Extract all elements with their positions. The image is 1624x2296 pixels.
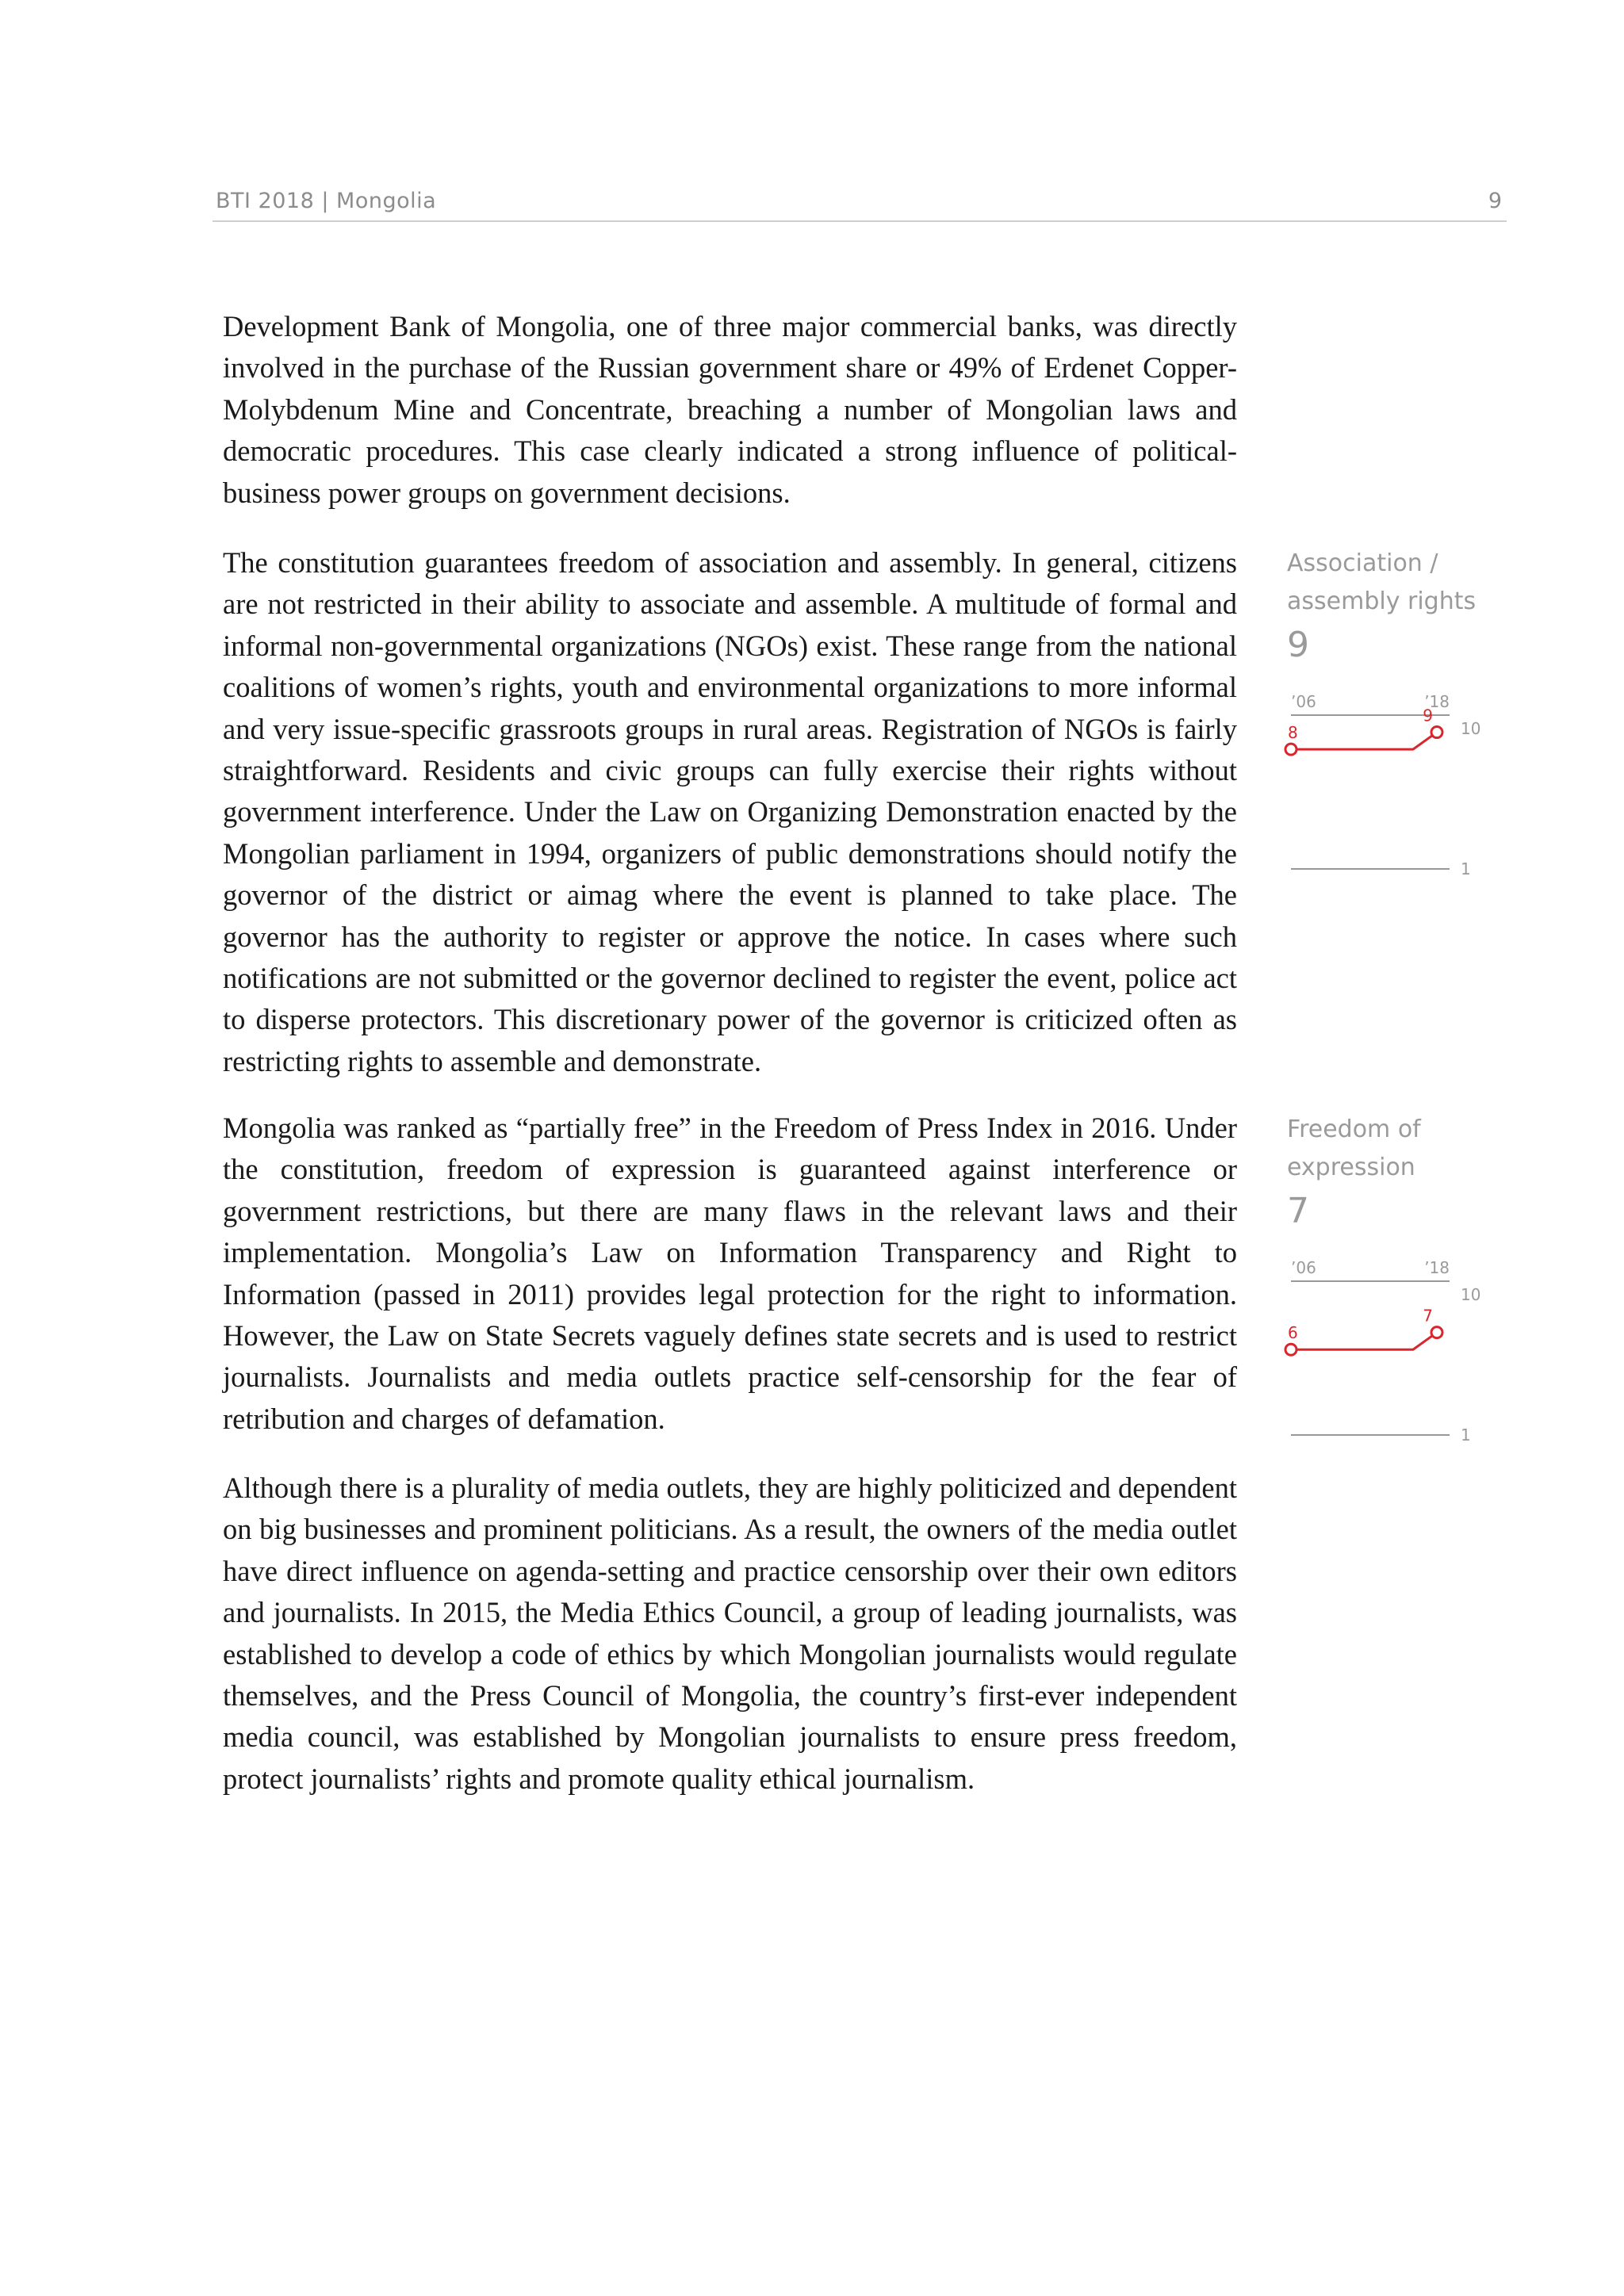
data-label-end: 9 xyxy=(1423,706,1433,725)
start-point xyxy=(1285,744,1297,755)
x-label-start: ’06 xyxy=(1291,692,1316,711)
association-score: 9 xyxy=(1287,625,1309,665)
report-title: BTI 2018 | Mongolia xyxy=(216,189,437,213)
association-trend-chart xyxy=(1278,682,1484,880)
series-line xyxy=(1291,733,1437,750)
page-header xyxy=(213,184,1507,222)
paragraph-4: Although there is a plurality of media outlets, they are highly politicized and dependent on big businesses and prominent politicians. As a result, the owners of the media outlet have direct influence on agenda-setting and practice censorship over their own editors and journalists. In 2015, the Media Ethics Council, a group of leading journalists, was established to develop a code of ethics by which Mongolian journalists would regulate themselves, and the Press Council of Mongolia, the country’s first-ever independent media council, was established by Mongolian journalists to ensure press freedom, protect journalists’ rights and promote quality ethical journalism. xyxy=(223,1471,1237,1795)
x-label-start: ’06 xyxy=(1291,1258,1316,1277)
association-rights-label xyxy=(1287,545,1525,621)
paragraph-1: Development Bank of Mongolia, one of three major commercial banks, was directly involved in the purchase of the Russian government share or 49% of Erdenet Copper-Molybdenum Mine and Concentrate, breaching a number of Mongolian laws and democratic procedures. This case clearly indicated a strong influence of political-business power groups on government decisions. xyxy=(223,310,1237,509)
y-tick-label-min: 1 xyxy=(1461,859,1471,878)
y-tick-label-max: 10 xyxy=(1461,719,1481,738)
start-point xyxy=(1285,1344,1297,1355)
expression-score: 7 xyxy=(1287,1191,1309,1231)
expression-trend-chart xyxy=(1278,1248,1484,1446)
expression-label-line2: expression xyxy=(1287,1154,1415,1181)
series-line xyxy=(1291,1333,1437,1350)
end-point xyxy=(1431,1327,1442,1338)
expression-label xyxy=(1287,1111,1525,1187)
data-label-end: 7 xyxy=(1423,1306,1433,1326)
page-number: 9 xyxy=(1488,189,1502,213)
association-label-line2: assembly rights xyxy=(1287,587,1477,615)
expression-label-line1: Freedom of xyxy=(1287,1115,1421,1143)
y-tick-label-max: 10 xyxy=(1461,1285,1481,1304)
x-label-end: ’18 xyxy=(1424,692,1450,711)
data-label-start: 6 xyxy=(1288,1323,1298,1343)
end-point xyxy=(1431,727,1442,738)
x-label-end: ’18 xyxy=(1424,1258,1450,1277)
data-label-start: 8 xyxy=(1288,723,1298,743)
y-tick-label-min: 1 xyxy=(1461,1425,1471,1445)
paragraph-2: The constitution guarantees freedom of association and assembly. In general, citizens are not restricted in their ability to associate and assemble. A multitude of formal and informal non-governmental organizations (NGOs) exist. These range from the national coalitions of women’s rights, youth and environmental organizations to more informal and very issue-specific grassroots groups in rural areas. Registration of NGOs is fairly straightforward. Residents and civic groups can fully exercise their rights without government interference. Under the Law on Organizing Demonstration enacted by the Mongolian parliament in 1994, organizers of public demonstrations should notify the governor of the district or aimag where the event is planned to take place. The governor has the authority to register or approve the notice. In cases where such notifications are not submitted or the governor declined to register the event, police act to disperse protectors. This discretionary power of the governor is criticized often as restricting rights to assemble and demonstrate. xyxy=(223,546,1237,1077)
association-label-line1: Association / xyxy=(1287,549,1438,577)
paragraph-3: Mongolia was ranked as “partially free” in the Freedom of Press Index in 2016. Under the constitution, freedom of expression is guaranteed against interference or government restrictions, but there are many flaws in the relevant laws and their implementation. Mongolia’s Law on Information Transparency and Right to Information (passed in 2011) provides legal protection for the right to information. However, the Law on State Secrets vaguely defines state secrets and is used to restrict journalists. Journalists and media outlets practice self-censorship for the fear of retribution and charges of defamation. xyxy=(223,1112,1237,1435)
